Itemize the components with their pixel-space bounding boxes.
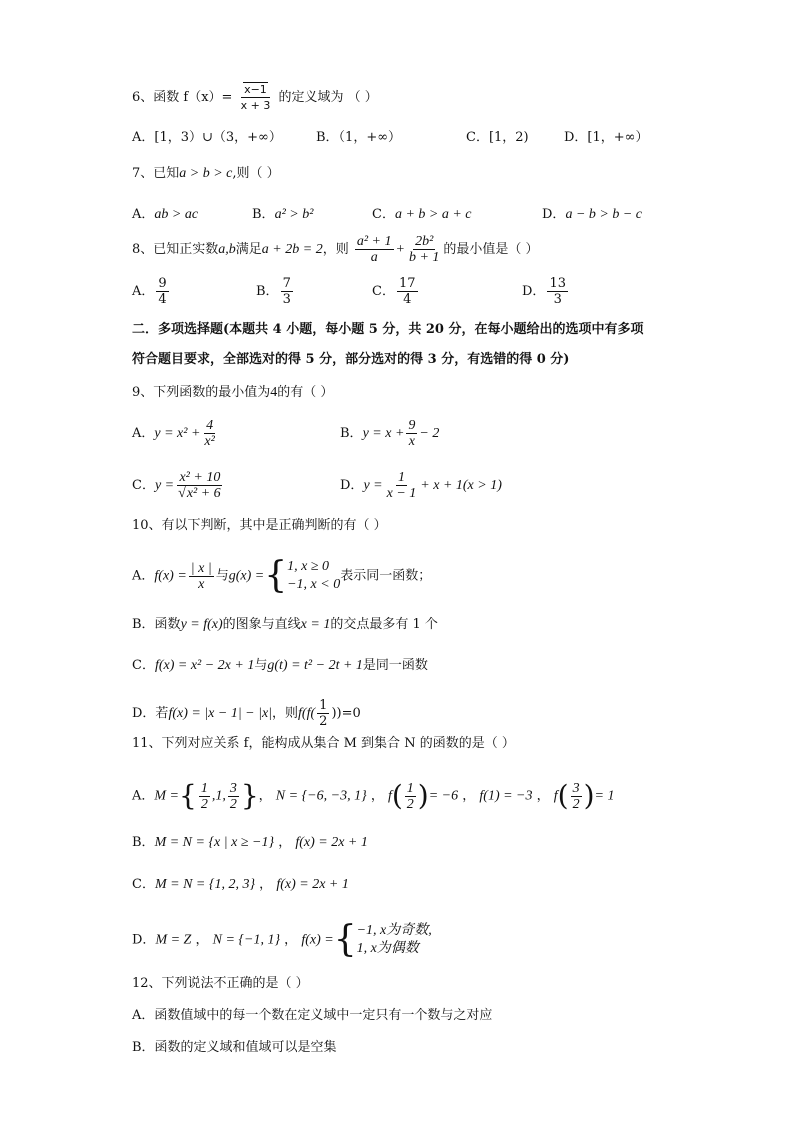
- q6-options: [0, 128, 794, 152]
- q8-option-d-den: 3: [553, 292, 562, 307]
- right-brace-icon: }: [240, 779, 259, 812]
- q10-option-d-ff: f(f(: [298, 706, 316, 721]
- q7-option-a: ab > ac: [154, 207, 199, 222]
- q8-option-a: [156, 276, 168, 307]
- q8-option-b-label: B．: [256, 284, 279, 299]
- q6-option-c: C．[1，2): [466, 130, 529, 145]
- q12-stem: 12、下列说法不正确的是（ ）: [132, 976, 309, 991]
- q11-option-a-f3-den: 2: [572, 796, 580, 812]
- q8-fraction-2: [407, 234, 441, 265]
- q10-option-c-label: C．: [132, 658, 155, 673]
- q11-option-d-label: D．: [132, 932, 156, 948]
- q11-option-a-f1-num: 1: [406, 780, 414, 796]
- q11-option-c-f: f(x) = 2x + 1: [276, 877, 349, 892]
- q9-option-b-num: 9: [408, 418, 416, 433]
- q8-option-a-label: A．: [132, 284, 155, 299]
- q11-option-d-cases: [357, 922, 432, 958]
- q8-option-b-num: 7: [282, 276, 291, 291]
- right-paren-icon: ): [583, 779, 595, 812]
- q7-option-c: a + b > a + c: [394, 207, 472, 222]
- q11-option-a-f1-den: 2: [406, 796, 414, 812]
- q10-option-a-frac: [189, 561, 214, 592]
- q8-stem-2: 满足: [235, 242, 262, 257]
- q8-stem-3: ，则: [322, 242, 349, 257]
- q9-option-c-pre: y =: [154, 478, 175, 493]
- q8-option-b: [281, 276, 293, 307]
- q8-option-c-num: 17: [398, 276, 416, 291]
- q8-fraction-2-num: 2b²: [415, 234, 434, 249]
- q6-prefix: 6、函数 f（x）=: [132, 90, 233, 105]
- q11-option-d-case-2: 1, x为偶数: [356, 941, 419, 956]
- q11-option-a-f1-val: = −6: [428, 788, 459, 804]
- q7-option-a-label: A．: [132, 207, 155, 222]
- q10-option-a-post: 表示同一函数；: [340, 568, 432, 584]
- q6-numerator: x−1: [244, 83, 267, 96]
- q8-option-d-label: D．: [522, 284, 546, 299]
- q11-option-b-f: f(x) = 2x + 1: [295, 835, 368, 850]
- q9-option-d-num: 1: [397, 470, 405, 485]
- q11-option-d: D．M = Z ， N = {−1, 1} ， f(x) ={ −1, x为奇数, 1, x为偶数: [132, 919, 432, 960]
- q10-option-d-den: 2: [319, 714, 328, 729]
- question-9: [0, 383, 794, 407]
- q11-option-a-f2: f(1) = −3: [479, 788, 533, 804]
- q11-option-a-set-b: [228, 781, 239, 812]
- q9-option-a-label: A．: [132, 426, 155, 441]
- q10-option-c-expr-2: g(t) = t² − 2t + 1: [267, 658, 363, 673]
- q10-option-b: [0, 615, 794, 639]
- q9-option-a-den: x²: [204, 434, 215, 449]
- question-10: [0, 516, 794, 540]
- q10-option-b-pre: B．函数: [132, 617, 181, 632]
- q8-option-b-den: 3: [282, 292, 291, 307]
- q10-stem: 10、有以下判断，其中是正确判断的有（ ）: [132, 518, 387, 533]
- q11-option-a-f1-frac: [405, 781, 416, 812]
- q9-option-c-num: x² + 10: [179, 470, 221, 485]
- q9-option-d-post: + x + 1(x > 1): [420, 478, 502, 493]
- q9-option-a-num: 4: [206, 418, 214, 433]
- q7-option-b: a² > b²: [274, 207, 314, 222]
- q11-option-d-n: N = {−1, 1}: [212, 932, 281, 948]
- question-6: [0, 74, 794, 110]
- section-2-line-1: 二．多项选择题(本题共 4 小题，每小题 5 分，共 20 分，在每小题给出的选项中有多项: [132, 322, 644, 337]
- q11-option-a-m: M =: [154, 788, 179, 804]
- q9-option-a-frac: [202, 418, 216, 449]
- q8-option-d-num: 13: [549, 276, 566, 291]
- q11-stem: 11、下列对应关系 f，能构成从集合 M 到集合 N 的函数的是（ ）: [132, 736, 515, 751]
- q8-stem-1: 8、已知正实数: [132, 242, 219, 257]
- question-7: [0, 164, 794, 188]
- q11-option-a-f1: f: [387, 788, 392, 804]
- q10-option-a-den: x: [198, 576, 205, 592]
- q8-options: [0, 266, 794, 306]
- q10-option-b-line: x = 1: [300, 617, 331, 632]
- q12-option-b: B．函数的定义域和值域可以是空集: [132, 1040, 337, 1055]
- q7-option-d-label: D．: [542, 207, 566, 222]
- q10-option-d: [0, 690, 794, 730]
- q7-condition: a > b > c: [179, 166, 233, 181]
- left-brace-icon: {: [264, 555, 288, 596]
- q8-option-c-den: 4: [403, 292, 412, 307]
- q7-stem: 7、已知: [132, 166, 180, 181]
- q12-option-a: A．函数值域中的每一个数在定义域中一定只有一个数与之对应: [132, 1008, 493, 1023]
- q6-option-d: D．[1，+∞）: [564, 130, 649, 145]
- q10-option-a-num: | x |: [190, 560, 212, 576]
- q11-option-a-f3-frac: [571, 781, 582, 812]
- q11-option-a-set-b-num: 3: [229, 780, 237, 796]
- q10-option-a-g: g(x) =: [228, 568, 265, 584]
- q10-option-a-mid: 与: [215, 568, 229, 584]
- left-paren-icon: (: [557, 779, 569, 812]
- section-2-header: [0, 320, 794, 344]
- q8-option-d: [547, 276, 568, 307]
- left-paren-icon: (: [391, 779, 403, 812]
- q9-option-c-den: x² + 6: [186, 486, 221, 501]
- q7-option-b-label: B．: [252, 207, 275, 222]
- q11-option-a-f3-num: 3: [572, 780, 580, 796]
- q11-option-a-set-a: [199, 781, 210, 812]
- q8-plus: +: [395, 242, 405, 257]
- q11-option-c-expr: M = N = {1, 2, 3}: [154, 877, 256, 892]
- q9-option-d-den: x − 1: [386, 486, 417, 501]
- q9-option-b-post: − 2: [419, 426, 440, 441]
- q7-option-c-label: C．: [372, 207, 395, 222]
- q9-option-d-pre: y =: [363, 478, 383, 493]
- q7-stem-end: ,则（ ）: [232, 166, 280, 181]
- q11-option-a-set-mid: ,1,: [211, 788, 226, 804]
- q8-fraction-1-num: a² + 1: [356, 234, 392, 249]
- q11-option-b: B．M = N = {x | x ≥ −1} ， f(x) = 2x + 1: [132, 835, 368, 850]
- q6-suffix: 的定义域为 （ ）: [278, 90, 378, 105]
- q10-option-d-mid: ，则: [272, 706, 299, 721]
- q9-option-d-label: D．: [340, 478, 364, 493]
- q10-option-c-mid: 与: [254, 658, 268, 673]
- q8-option-c-label: C．: [372, 284, 395, 299]
- q10-option-a-case-1: 1, x ≥ 0: [287, 559, 330, 574]
- q8-condition: a + 2b = 2: [261, 242, 323, 257]
- q10-option-a-case-2: −1, x < 0: [287, 577, 341, 592]
- q11-option-a-f3-val: = 1: [594, 788, 615, 804]
- q11-option-c-label: C．: [132, 877, 155, 892]
- q8-option-c: [397, 276, 418, 307]
- q10-option-d-num: 1: [319, 698, 328, 713]
- q6-denominator: x + 3: [240, 99, 271, 112]
- q8-stem-4: 的最小值是（ ）: [443, 242, 539, 257]
- question-11: [0, 734, 794, 758]
- q8-vars: a,b: [218, 242, 236, 257]
- q9-option-a-pre: y = x² +: [154, 426, 201, 441]
- question-8: [0, 226, 794, 266]
- q11-option-b-expr: M = N = {x | x ≥ −1}: [154, 835, 275, 850]
- q9-stem-end: 的有（ ）: [277, 385, 334, 400]
- q11-option-b-label: B．: [132, 835, 155, 850]
- q9-option-b-den: x: [408, 434, 415, 449]
- q11-option-d-case-1: −1, x为奇数,: [356, 923, 432, 938]
- section-2-line-2: 符合题目要求，全部选对的得 5 分，部分选对的得 3 分，有选错的得 0 分): [132, 352, 570, 367]
- q11-option-a: A．M ={ $\frac{1}{2}$ ,1, $\frac{3}{2}$ }， N = {−6, −3, 1} ， f( $\frac{1}{2}$ )= −6 ， f(1) = −3 ， f( $\frac{3}{2}$ )= 1: [132, 779, 615, 812]
- q10-option-b-expr: y = f(x): [180, 617, 223, 632]
- q11-option-a-set-a-num: 1: [200, 780, 208, 796]
- q11-option-a-n: N = {−6, −3, 1}: [275, 788, 367, 804]
- q11-option-d-m: M = Z: [155, 932, 192, 948]
- q9-option-b-label: B．: [340, 426, 363, 441]
- q10-option-c-expr-1: f(x) = x² − 2x + 1: [154, 658, 255, 673]
- q10-option-d-pre: D．若: [132, 706, 169, 721]
- q6-option-a: A．[1，3）∪（3，+∞）: [132, 130, 282, 145]
- q10-option-d-frac: [317, 698, 329, 729]
- q9-option-b-pre: y = x +: [362, 426, 405, 441]
- q9-stem: 9、下列函数的最小值为: [132, 385, 271, 400]
- q11-option-c: C．M = N = {1, 2, 3} ， f(x) = 2x + 1: [132, 877, 349, 892]
- q11-option-a-f3: f: [553, 788, 558, 804]
- q9-option-c-frac: $\frac{\text{x² + 10}}{\text{√x² + 6}}$: [178, 470, 221, 501]
- q10-option-b-post: 的交点最多有 1 个: [330, 617, 438, 632]
- q8-fraction-2-den: b + 1: [408, 250, 440, 265]
- q9-option-b-frac: [406, 418, 417, 449]
- q10-option-b-mid: 的图象与直线: [222, 617, 301, 632]
- right-paren-icon: ): [417, 779, 429, 812]
- q10-option-c: [0, 656, 794, 680]
- left-brace-icon: {: [333, 919, 357, 960]
- q6-option-b: B．（1，+∞）: [316, 130, 402, 145]
- q11-option-a-set-a-den: 2: [200, 796, 208, 812]
- q6-fraction: [239, 82, 273, 113]
- q10-option-d-post: ))=0: [331, 706, 361, 721]
- q9-four: 4: [270, 385, 278, 400]
- q10-option-a-label: A．: [132, 568, 155, 584]
- q10-option-a-cases: [287, 558, 340, 594]
- left-brace-icon: {: [179, 779, 197, 812]
- q8-option-a-den: 4: [158, 292, 167, 307]
- q8-fraction-1: [355, 234, 394, 265]
- q9-option-d-frac: [385, 470, 419, 501]
- question-12: [0, 974, 794, 998]
- q8-fraction-1-den: a: [370, 250, 378, 265]
- q7-option-d: a − b > b − c: [565, 207, 642, 222]
- q10-option-d-expr: f(x) = |x − 1| − |x|: [168, 706, 273, 721]
- q10-option-c-post: 是同一函数: [362, 658, 428, 673]
- q8-option-a-num: 9: [158, 276, 167, 291]
- q9-options-row-2: [0, 460, 794, 506]
- q11-option-a-label: A．: [132, 788, 155, 804]
- q9-option-c-label: C．: [132, 478, 155, 493]
- q10-option-a: [0, 548, 794, 594]
- q11-option-a-set-b-den: 2: [229, 796, 237, 812]
- q9-options-row-1: [0, 408, 794, 452]
- q10-option-a-f: f(x) =: [154, 568, 187, 584]
- q11-option-d-f: f(x) =: [301, 932, 334, 948]
